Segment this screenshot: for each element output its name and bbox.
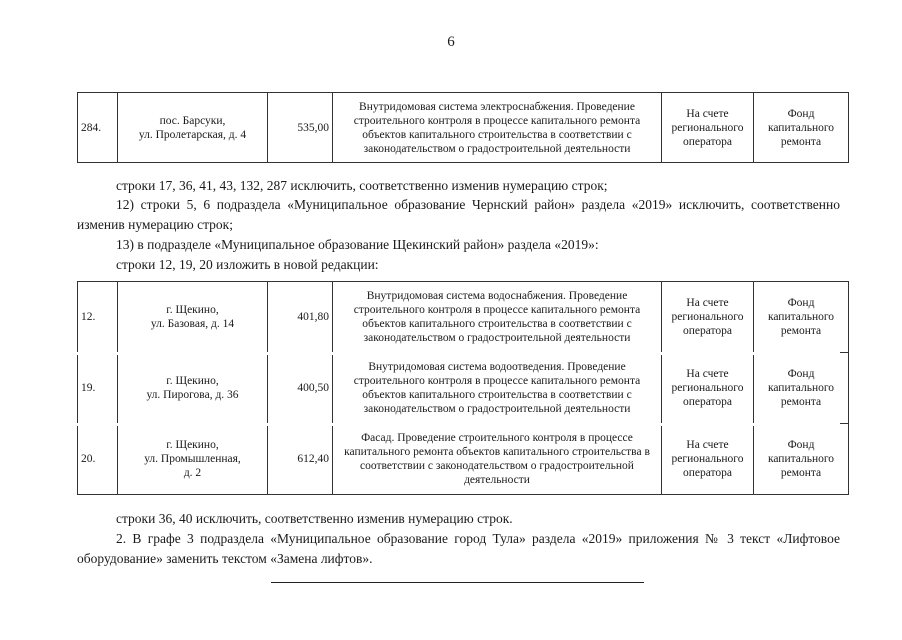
address-line: пос. Барсуки, — [159, 114, 226, 127]
address-line: ул. Базовая, д. 14 — [150, 318, 235, 330]
row-number: 12. — [78, 282, 118, 353]
address-line: ул. Промышленная, — [144, 453, 241, 465]
paragraph: строки 12, 19, 20 изложить в новой редакции: — [116, 257, 379, 272]
row-cost: 535,00 — [268, 93, 333, 163]
closing-rule — [271, 582, 644, 583]
paragraph: строки 36, 40 исключить, соответственно изменив нумерацию строк. — [116, 511, 513, 526]
paragraph: 2. В графе 3 подраздела «Муниципальное образование город Тула» раздела «2019» приложения № 3 текст «Лифтовое оборудование» заменить текстом «Замена лифтов». — [77, 531, 840, 566]
row-account: На счете регионального оператора — [662, 353, 754, 424]
table-row — [78, 282, 849, 353]
row-account: На счете регионального оператора — [662, 93, 754, 163]
paragraph: строки 17, 36, 41, 43, 132, 287 исключить, соответственно изменив нумерацию строк; — [116, 178, 608, 193]
row-address — [118, 93, 268, 163]
table-row — [78, 424, 849, 495]
row-work-description: Внутридомовая система электроснабжения. Проведение строительного контроля в процессе капитального ремонта объектов капитального строительства в соответствии с законодательством о градостроительной деятельности — [333, 93, 662, 163]
register-table-bottom — [77, 281, 849, 495]
table-row — [78, 353, 849, 424]
row-fund: Фонд капитального ремонта — [754, 424, 849, 495]
page-number: 6 — [447, 34, 455, 50]
paragraph: 13) в подразделе «Муниципальное образование Щекинский район» раздела «2019»: — [116, 237, 599, 252]
row-account: На счете регионального оператора — [662, 424, 754, 495]
address-line: г. Щекино, — [166, 304, 219, 316]
row-work-description: Фасад. Проведение строительного контроля в процессе капитального ремонта объектов капитального строительства в соответствии с законодательством о градостроительной деятельности — [333, 424, 662, 495]
row-work-description: Внутридомовая система водоотведения. Проведение строительного контроля в процессе капитального ремонта объектов капитального строительства в соответствии с законодательством о градостроительной деятельности — [333, 353, 662, 424]
register-table-top — [77, 92, 849, 163]
row-address — [118, 353, 268, 424]
row-address — [118, 282, 268, 353]
row-number: 20. — [78, 424, 118, 495]
row-fund: Фонд капитального ремонта — [754, 353, 849, 424]
row-cost: 612,40 — [268, 424, 333, 495]
row-cost: 400,50 — [268, 353, 333, 424]
row-fund: Фонд капитального ремонта — [754, 282, 849, 353]
row-address — [118, 424, 268, 495]
address-line: г. Щекино, — [166, 439, 219, 451]
row-separator — [77, 423, 840, 426]
row-fund: Фонд капитального ремонта — [754, 93, 849, 163]
address-line: д. 2 — [183, 467, 202, 479]
row-account: На счете регионального оператора — [662, 282, 754, 353]
address-line: г. Щекино, — [166, 375, 219, 387]
paragraph: 12) строки 5, 6 подраздела «Муниципальное образование Чернский район» раздела «2019» исключить, соответственно изменив нумерацию строк; — [77, 197, 840, 232]
table-row — [78, 93, 849, 163]
address-line: ул. Пролетарская, д. 4 — [138, 128, 247, 141]
row-number: 284. — [78, 93, 118, 163]
row-work-description: Внутридомовая система водоснабжения. Проведение строительного контроля в процессе капитального ремонта объектов капитального строительства в соответствии с законодательством о градостроительной деятельности — [333, 282, 662, 353]
row-separator — [77, 352, 840, 355]
address-line: ул. Пирогова, д. 36 — [146, 389, 239, 401]
row-number: 19. — [78, 353, 118, 424]
row-cost: 401,80 — [268, 282, 333, 353]
